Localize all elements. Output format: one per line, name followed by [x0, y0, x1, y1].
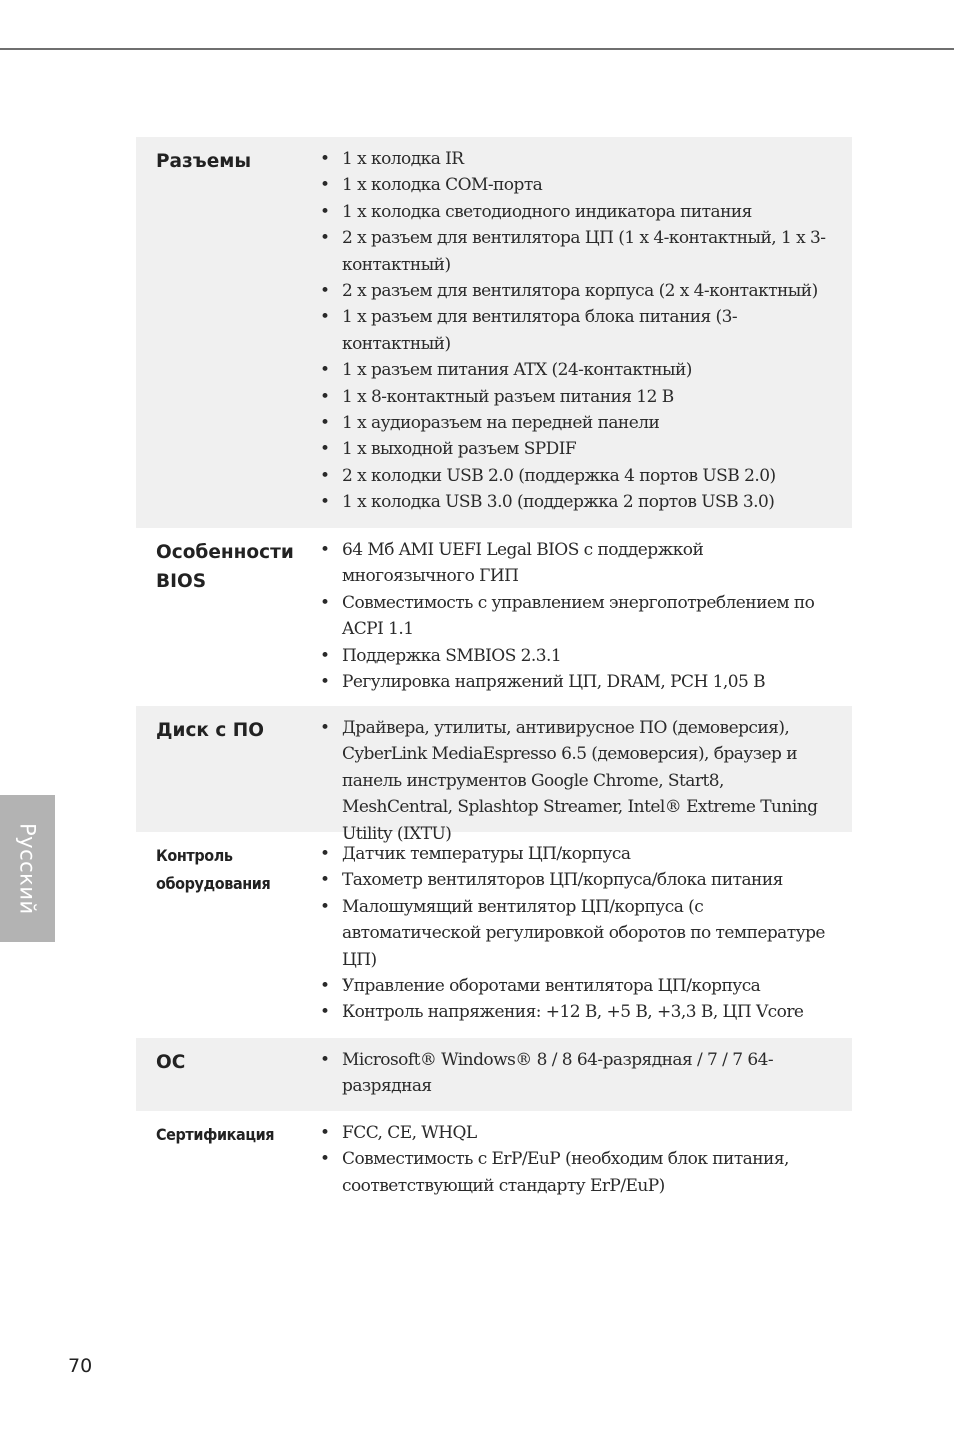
spec-label: Особенности BIOS: [156, 542, 294, 592]
spec-item: • Совместимость с управлением энергопотреблением по ACPI 1.1: [302, 590, 838, 643]
spec-row-os: [136, 1038, 852, 1111]
spec-row-software: [136, 706, 852, 844]
spec-item: • 1 x колодка COM-порта: [302, 172, 838, 198]
header-rule: [0, 48, 954, 50]
spec-label: Разъемы: [156, 151, 252, 172]
spec-item: • 1 x колодка светодиодного индикатора питания: [302, 199, 838, 225]
spec-label: Сертификация: [156, 1125, 275, 1144]
spec-item: • Регулировка напряжений ЦП, DRAM, PCH 1,05 В: [302, 669, 838, 695]
spec-item: • 1 x разъем для вентилятора блока питания (3-контактный): [302, 304, 838, 357]
spec-label: Контроль оборудования: [156, 846, 271, 893]
spec-label: ОС: [156, 1052, 186, 1073]
spec-items: [302, 137, 852, 528]
spec-item: • FCC, CE, WHQL: [302, 1120, 838, 1146]
spec-item: • Управление оборотами вентилятора ЦП/корпуса: [302, 973, 838, 999]
spec-item: • Microsoft® Windows® 8 / 8 64-разрядная / 7 / 7 64-разрядная: [302, 1047, 838, 1100]
spec-item: • Датчик температуры ЦП/корпуса: [302, 841, 838, 867]
spec-items: [302, 528, 852, 706]
spec-items: [302, 832, 852, 1038]
spec-item: • Поддержка SMBIOS 2.3.1: [302, 643, 838, 669]
spec-items: [302, 1038, 852, 1111]
spec-items: [302, 706, 852, 844]
spec-items: [302, 1111, 852, 1211]
spec-item: • Драйвера, утилиты, антивирусное ПО (демоверсия), CyberLink MediaEspresso 6.5 (демоверсия), браузер и панель инструментов Google Chrome, Start8, MeshCentral, Splashtop Streamer, Intel® Extreme Tuning Utility (IXTU): [302, 715, 838, 847]
spec-item: • 2 x разъем для вентилятора корпуса (2 x 4-контактный): [302, 278, 838, 304]
spec-item: • 1 x колодка IR: [302, 146, 838, 172]
spec-item: • Тахометр вентиляторов ЦП/корпуса/блока питания: [302, 867, 838, 893]
spec-item: • Совместимость с ErP/EuP (необходим блок питания, соответствующий стандарту ErP/EuP): [302, 1146, 838, 1199]
spec-row-certifications: [136, 1111, 852, 1211]
page-number: 70: [68, 1355, 93, 1377]
spec-label: Диск с ПО: [156, 720, 265, 741]
spec-item: • 2 x колодки USB 2.0 (поддержка 4 портов USB 2.0): [302, 463, 838, 489]
spec-row-bios: [136, 528, 852, 706]
language-side-tab: [0, 795, 55, 942]
spec-table: [136, 137, 852, 1211]
spec-item: • 1 x аудиоразъем на передней панели: [302, 410, 838, 436]
spec-item: • Контроль напряжения: +12 В, +5 В, +3,3 В, ЦП Vcore: [302, 999, 838, 1025]
spec-item: • 1 x разъем питания ATX (24-контактный): [302, 357, 838, 383]
spec-item: • 64 Мб AMI UEFI Legal BIOS с поддержкой многоязычного ГИП: [302, 537, 838, 590]
spec-item: • 1 x колодка USB 3.0 (поддержка 2 портов USB 3.0): [302, 489, 838, 515]
spec-item: • Малошумящий вентилятор ЦП/корпуса (с автоматической регулировкой оборотов по температуре ЦП): [302, 894, 838, 973]
spec-item: • 1 x выходной разъем SPDIF: [302, 436, 838, 462]
spec-item: • 1 x 8-контактный разъем питания 12 В: [302, 384, 838, 410]
language-tab-label: Русский: [15, 822, 40, 915]
spec-row-connectors: [136, 137, 852, 528]
spec-item: • 2 x разъем для вентилятора ЦП (1 x 4-контактный, 1 x 3-контактный): [302, 225, 838, 278]
spec-row-hardware-monitor: [136, 832, 852, 1038]
